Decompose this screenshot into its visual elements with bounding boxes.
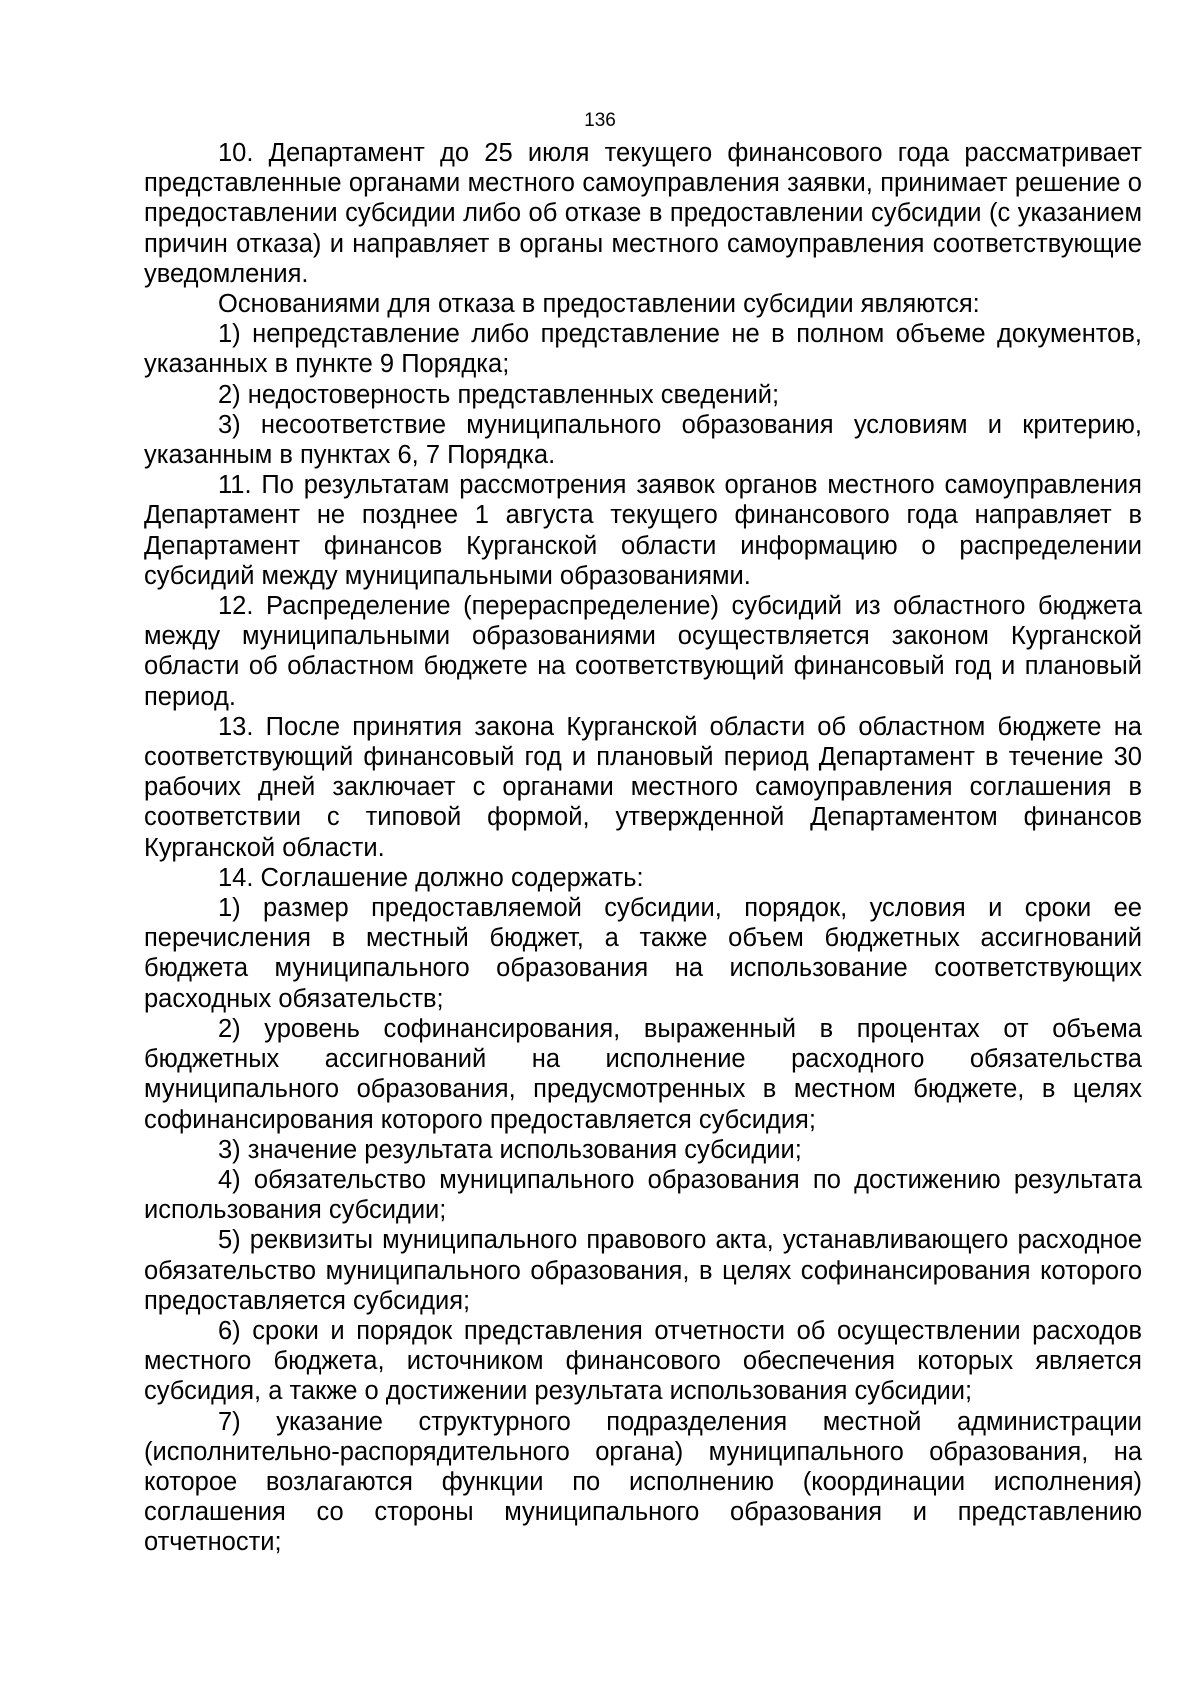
refusal-ground-1: 1) непредставление либо представление не в полном объеме документов, указанных в пункте 9 Порядка; <box>144 320 1142 379</box>
agreement-item-4: 4) обязательство муниципального образования по достижению результата использования субсидии; <box>144 1165 1142 1225</box>
document-body <box>144 138 1142 1558</box>
agreement-item-7: 7) указание структурного подразделения местной администрации (исполнительно-распорядительного органа) муниципального образования, на которое возлагаются функции по исполнению (координации исполнения) соглашения со стороны муниципального образования и представлению отчетности; <box>144 1407 1142 1557</box>
refusal-ground-3: 3) несоответствие муниципального образования условиям и критерию, указанным в пунктах 6, 7 Порядка. <box>144 410 1142 470</box>
agreement-item-2: 2) уровень софинансирования, выраженный в процентах от объема бюджетных ассигнований на исполнение расходного обязательства муниципального образования, предусмотренных в местном бюджете, в целях софинансирования которого предоставляется субсидия; <box>144 1014 1142 1134</box>
paragraph-12: 12. Распределение (перераспределение) субсидий из областного бюджета между муниципальными образованиями осуществляется законом Курганской области об областном бюджете на соответствующий финансовый год и плановый период. <box>144 592 1142 711</box>
agreement-item-3: 3) значение результата использования субсидии; <box>218 1135 802 1164</box>
paragraph-13: 13. После принятия закона Курганской области об областном бюджете на соответствующий финансовый год и плановый период Департамент в течение 30 рабочих дней заключает с органами местного самоуправления соглашения в соответствии с типовой формой, утвержденной Департаментом финансов Курганской области. <box>144 712 1142 862</box>
paragraph-11: 11. По результатам рассмотрения заявок органов местного самоуправления Департамент не позднее 1 августа текущего финансового года направляет в Департамент финансов Курганской области информацию о распределении субсидий между муниципальными образованиями. <box>144 471 1142 590</box>
page-number: 136 <box>584 110 616 131</box>
refusal-ground-2: 2) недостоверность представленных сведений; <box>218 380 780 409</box>
agreement-item-6: 6) сроки и порядок представления отчетности об осуществлении расходов местного бюджета, источником финансового обеспечения которых является субсидия, а также о достижении результата использования субсидии; <box>144 1316 1142 1406</box>
paragraph-14: 14. Соглашение должно содержать: <box>218 863 644 892</box>
paragraph-10: 10. Департамент до 25 июля текущего финансового года рассматривает представленные органами местного самоуправления заявки, принимает решение о предоставлении субсидии либо об отказе в предоставлении субсидии (с указанием причин отказа) и направляет в органы местного самоуправления соответствующие уведомления. <box>144 139 1142 288</box>
agreement-item-1: 1) размер предоставляемой субсидии, порядок, условия и сроки ее перечисления в местный бюджет, а также объем бюджетных ассигнований бюджета муниципального образования на использование соответствующих расходных обязательств; <box>144 894 1142 1013</box>
agreement-item-5: 5) реквизиты муниципального правового акта, устанавливающего расходное обязательство муниципального образования, в целях софинансирования которого предоставляется субсидия; <box>144 1226 1142 1315</box>
refusal-grounds-intro: Основаниями для отказа в предоставлении субсидии являются: <box>218 290 980 319</box>
